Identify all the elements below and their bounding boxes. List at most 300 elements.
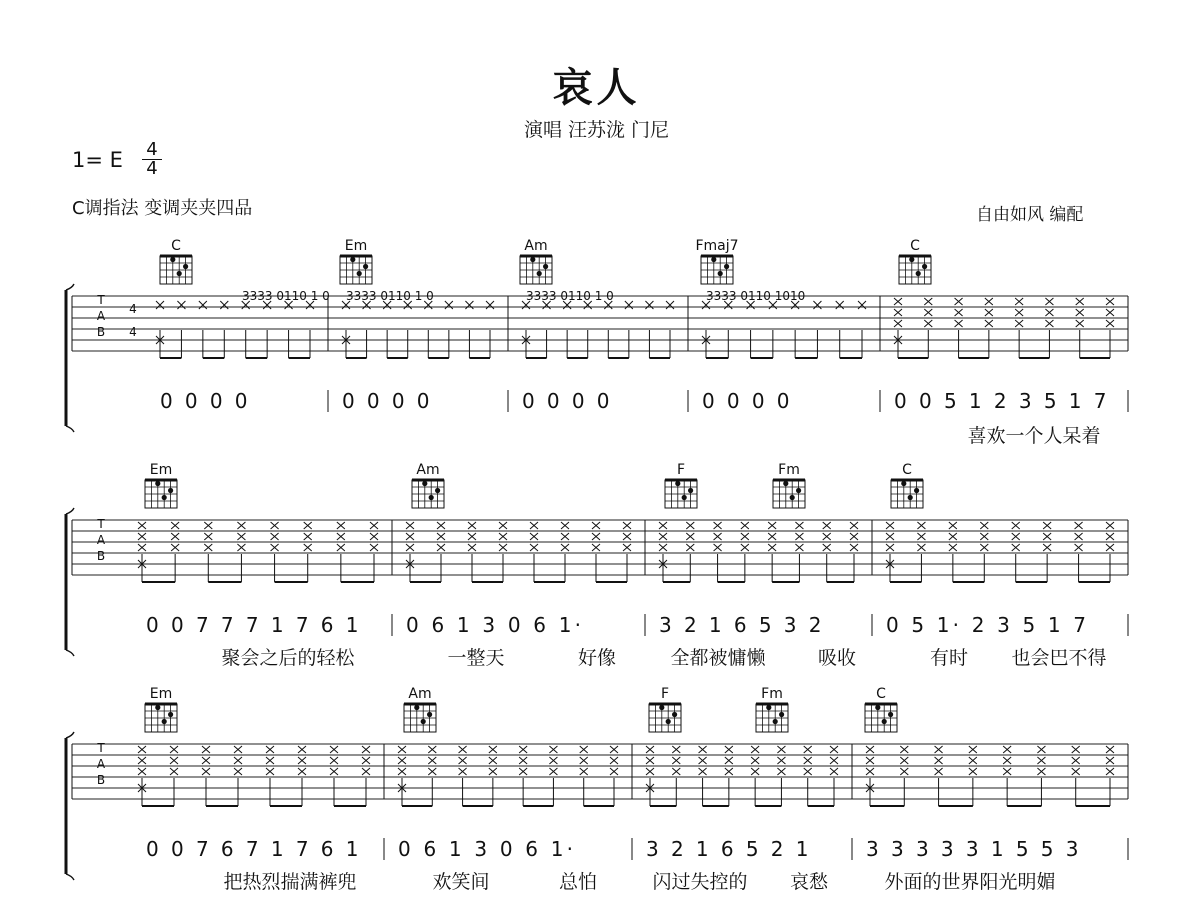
tab-x-mark bbox=[234, 757, 242, 764]
tab-x-mark bbox=[955, 309, 963, 316]
tab-clef-letter: B bbox=[96, 773, 106, 787]
chord-finger-dot bbox=[666, 719, 671, 724]
tab-x-mark bbox=[623, 522, 631, 529]
tab-x-mark bbox=[202, 757, 210, 764]
tab-x-mark bbox=[237, 533, 245, 540]
chord-finger-dot bbox=[796, 488, 801, 493]
chord-finger-dot bbox=[688, 488, 693, 493]
tab-x-mark bbox=[1045, 309, 1053, 316]
tab-x-mark bbox=[949, 544, 957, 551]
tab-x-mark bbox=[330, 768, 338, 775]
tab-x-mark bbox=[866, 746, 874, 753]
tab-x-mark bbox=[924, 320, 932, 327]
tab-x-mark bbox=[1106, 522, 1114, 529]
tab-x-mark bbox=[468, 544, 476, 551]
tab-x-mark bbox=[138, 768, 146, 775]
song-title: 哀人 bbox=[552, 65, 641, 111]
chord-finger-dot bbox=[350, 257, 355, 262]
tab-x-mark bbox=[672, 768, 680, 775]
tab-x-mark bbox=[768, 533, 776, 540]
lyric-phrase: 把热烈揣满裤兜 bbox=[223, 871, 357, 893]
tab-x-mark bbox=[985, 298, 993, 305]
jianpu-bar: 0 5 1· 2 3 5 1 7 bbox=[886, 613, 1086, 637]
tab-x-mark bbox=[935, 746, 943, 753]
tab-x-mark bbox=[795, 544, 803, 551]
tab-x-mark bbox=[1106, 757, 1114, 764]
tab-x-mark bbox=[519, 757, 527, 764]
tab-x-mark bbox=[398, 768, 406, 775]
tab-x-mark bbox=[298, 757, 306, 764]
tab-x-mark bbox=[777, 757, 785, 764]
chord-finger-dot bbox=[711, 257, 716, 262]
tab-x-mark bbox=[170, 768, 178, 775]
chord-finger-dot bbox=[908, 495, 913, 500]
chord-name: Fm bbox=[761, 686, 783, 702]
tab-x-mark bbox=[204, 522, 212, 529]
chord-finger-dot bbox=[882, 719, 887, 724]
chord-finger-dot bbox=[659, 705, 664, 710]
tab-x-mark bbox=[549, 768, 557, 775]
key-signature: 1= E bbox=[72, 148, 123, 172]
tab-clef-letter: T bbox=[97, 741, 105, 755]
chord-name: Fmaj7 bbox=[695, 238, 739, 254]
jianpu-bar: 0 6 1 3 0 6 1· bbox=[406, 613, 581, 637]
jianpu-bar: 0 0 7 6 7 1 7 6 1 bbox=[146, 837, 359, 861]
chord-finger-dot bbox=[790, 495, 795, 500]
jianpu-bar: 3 2 1 6 5 3 2 bbox=[659, 613, 822, 637]
tab-clef-letter: T bbox=[97, 293, 105, 307]
tab-x-mark bbox=[1072, 757, 1080, 764]
jianpu-bar: 0 0 5 1 2 3 5 1 7 bbox=[894, 389, 1107, 413]
chord-finger-dot bbox=[916, 271, 921, 276]
tab-x-mark bbox=[646, 757, 654, 764]
tab-x-mark bbox=[489, 746, 497, 753]
tab-fret-numbers: 3333 0110 1 0 bbox=[346, 289, 434, 303]
tab-x-mark bbox=[271, 533, 279, 540]
tab-x-mark bbox=[486, 301, 494, 309]
tab-x-mark bbox=[1043, 544, 1051, 551]
tab-x-mark bbox=[1043, 522, 1051, 529]
chord-finger-dot bbox=[773, 719, 778, 724]
tab-x-mark bbox=[398, 757, 406, 764]
tab-x-mark bbox=[468, 533, 476, 540]
chord-name: Am bbox=[524, 238, 548, 254]
tab-x-mark bbox=[1106, 544, 1114, 551]
chord-finger-dot bbox=[718, 271, 723, 276]
tab-x-mark bbox=[850, 522, 858, 529]
tab-x-mark bbox=[610, 746, 618, 753]
tab-x-mark bbox=[741, 544, 749, 551]
jianpu-bar: 0 0 7 7 7 1 7 6 1 bbox=[146, 613, 359, 637]
tab-x-mark bbox=[823, 522, 831, 529]
tab-x-mark bbox=[725, 757, 733, 764]
jianpu-bar: 0 0 0 0 bbox=[160, 389, 248, 413]
tab-x-mark bbox=[917, 544, 925, 551]
chord-finger-dot bbox=[530, 257, 535, 262]
chord-name: C bbox=[171, 238, 181, 254]
chord-finger-dot bbox=[766, 705, 771, 710]
tab-x-mark bbox=[659, 522, 667, 529]
tab-x-mark bbox=[1015, 309, 1023, 316]
tab-x-mark bbox=[445, 301, 453, 309]
chord-finger-dot bbox=[779, 712, 784, 717]
tab-x-mark bbox=[924, 309, 932, 316]
lyric-phrase: 闪过失控的 bbox=[652, 871, 748, 893]
tab-x-mark bbox=[699, 746, 707, 753]
tab-x-mark bbox=[768, 522, 776, 529]
tab-x-mark bbox=[592, 533, 600, 540]
tab-x-mark bbox=[266, 746, 274, 753]
chord-finger-dot bbox=[435, 488, 440, 493]
chord-name: C bbox=[910, 238, 920, 254]
chord-name: C bbox=[902, 462, 912, 478]
tab-x-mark bbox=[830, 757, 838, 764]
lyric-phrase: 聚会之后的轻松 bbox=[221, 647, 355, 669]
tab-x-mark bbox=[1076, 320, 1084, 327]
tab-x-mark bbox=[1037, 757, 1045, 764]
tab-x-mark bbox=[204, 533, 212, 540]
tab-x-mark bbox=[777, 746, 785, 753]
tab-x-mark bbox=[935, 757, 943, 764]
tab-x-mark bbox=[398, 746, 406, 753]
tab-x-mark bbox=[370, 533, 378, 540]
lyric-phrase: 总怕 bbox=[558, 871, 598, 893]
chord-finger-dot bbox=[875, 705, 880, 710]
lyric-phrase: 好像 bbox=[577, 647, 617, 669]
tab-x-mark bbox=[330, 757, 338, 764]
tab-x-mark bbox=[138, 522, 146, 529]
tab-x-mark bbox=[561, 544, 569, 551]
tab-x-mark bbox=[170, 757, 178, 764]
tab-x-mark bbox=[220, 301, 228, 309]
tab-x-mark bbox=[955, 320, 963, 327]
tab-x-mark bbox=[1072, 746, 1080, 753]
tab-x-mark bbox=[751, 768, 759, 775]
tab-x-mark bbox=[237, 544, 245, 551]
tab-x-mark bbox=[894, 309, 902, 316]
tab-x-mark bbox=[304, 522, 312, 529]
tab-x-mark bbox=[646, 746, 654, 753]
tab-x-mark bbox=[489, 757, 497, 764]
chord-finger-dot bbox=[183, 264, 188, 269]
tab-x-mark bbox=[917, 533, 925, 540]
chord-finger-dot bbox=[414, 705, 419, 710]
chord-finger-dot bbox=[177, 271, 182, 276]
tab-x-mark bbox=[370, 544, 378, 551]
tab-clef-letter: B bbox=[96, 549, 106, 563]
jianpu-bar: 0 6 1 3 0 6 1· bbox=[398, 837, 573, 861]
tab-x-mark bbox=[138, 757, 146, 764]
tab-x-mark bbox=[459, 757, 467, 764]
tab-x-mark bbox=[406, 544, 414, 551]
tab-x-mark bbox=[1015, 298, 1023, 305]
tab-x-mark bbox=[1106, 768, 1114, 775]
tab-x-mark bbox=[1076, 309, 1084, 316]
tab-x-mark bbox=[519, 746, 527, 753]
tab-x-mark bbox=[645, 301, 653, 309]
chord-finger-dot bbox=[682, 495, 687, 500]
chord-name: Em bbox=[344, 238, 368, 254]
tab-clef-letter: A bbox=[96, 757, 106, 771]
tab-x-mark bbox=[428, 757, 436, 764]
tab-x-mark bbox=[659, 533, 667, 540]
tab-x-mark bbox=[610, 768, 618, 775]
tab-x-mark bbox=[699, 768, 707, 775]
jianpu-bar: 3 3 3 3 3 1 5 5 3 bbox=[866, 837, 1079, 861]
chord-name: F bbox=[660, 686, 670, 702]
tab-x-mark bbox=[337, 544, 345, 551]
tab-x-mark bbox=[266, 768, 274, 775]
song-singers: 演唱 汪苏泷 门尼 bbox=[523, 119, 670, 141]
tab-x-mark bbox=[459, 746, 467, 753]
tab-x-mark bbox=[234, 746, 242, 753]
chord-finger-dot bbox=[783, 481, 788, 486]
lyric-phrase: 哀愁 bbox=[789, 871, 829, 893]
tab-x-mark bbox=[725, 768, 733, 775]
tab-x-mark bbox=[138, 533, 146, 540]
chord-finger-dot bbox=[155, 481, 160, 486]
tab-x-mark bbox=[437, 522, 445, 529]
chord-finger-dot bbox=[422, 481, 427, 486]
tab-x-mark bbox=[714, 533, 722, 540]
chord-name: Am bbox=[408, 686, 432, 702]
tab-x-mark bbox=[337, 533, 345, 540]
tab-x-mark bbox=[199, 301, 207, 309]
tab-x-mark bbox=[830, 768, 838, 775]
capo-instruction: C调指法 变调夹夹四品 bbox=[72, 198, 253, 219]
tab-x-mark bbox=[499, 544, 507, 551]
chord-name: Fm bbox=[778, 462, 800, 478]
tab-x-mark bbox=[170, 746, 178, 753]
chord-finger-dot bbox=[888, 712, 893, 717]
tab-x-mark bbox=[858, 301, 866, 309]
tab-x-mark bbox=[330, 746, 338, 753]
chord-finger-dot bbox=[537, 271, 542, 276]
lyric-phrase: 全都被慵懒 bbox=[670, 647, 766, 669]
tab-x-mark bbox=[741, 533, 749, 540]
tab-x-mark bbox=[266, 757, 274, 764]
tab-x-mark bbox=[1045, 320, 1053, 327]
jianpu-bar: 0 0 0 0 bbox=[522, 389, 610, 413]
lyric-phrase: 也会巴不得 bbox=[1011, 647, 1107, 669]
chord-name: C bbox=[876, 686, 886, 702]
tab-x-mark bbox=[1043, 533, 1051, 540]
tab-x-mark bbox=[1037, 746, 1045, 753]
tab-x-mark bbox=[714, 544, 722, 551]
tab-x-mark bbox=[437, 533, 445, 540]
chord-name: Em bbox=[149, 686, 173, 702]
tab-x-mark bbox=[592, 522, 600, 529]
tab-x-mark bbox=[850, 533, 858, 540]
tab-x-mark bbox=[499, 522, 507, 529]
tab-fret-numbers: 3333 0110 1 0 bbox=[242, 289, 330, 303]
tab-time-bottom: 4 bbox=[129, 325, 137, 339]
time-signature-top: 4 bbox=[142, 141, 162, 160]
chord-finger-dot bbox=[168, 488, 173, 493]
tab-x-mark bbox=[1003, 757, 1011, 764]
tab-x-mark bbox=[804, 768, 812, 775]
tab-x-mark bbox=[741, 522, 749, 529]
tab-x-mark bbox=[900, 768, 908, 775]
chord-finger-dot bbox=[672, 712, 677, 717]
tab-x-mark bbox=[171, 533, 179, 540]
tab-x-mark bbox=[1003, 746, 1011, 753]
tab-x-mark bbox=[362, 746, 370, 753]
tab-x-mark bbox=[699, 757, 707, 764]
tab-x-mark bbox=[304, 544, 312, 551]
tab-x-mark bbox=[1106, 746, 1114, 753]
lyric-phrase: 吸收 bbox=[817, 647, 857, 669]
tab-x-mark bbox=[886, 544, 894, 551]
tab-x-mark bbox=[836, 301, 844, 309]
tab-x-mark bbox=[795, 533, 803, 540]
tab-x-mark bbox=[1076, 298, 1084, 305]
tab-x-mark bbox=[202, 746, 210, 753]
tab-x-mark bbox=[561, 533, 569, 540]
tab-x-mark bbox=[659, 544, 667, 551]
tab-clef-letter: T bbox=[97, 517, 105, 531]
chord-name: Em bbox=[149, 462, 173, 478]
tab-x-mark bbox=[437, 544, 445, 551]
tab-x-mark bbox=[271, 544, 279, 551]
time-signature-bottom: 4 bbox=[146, 158, 158, 179]
tab-x-mark bbox=[1072, 768, 1080, 775]
chord-finger-dot bbox=[724, 264, 729, 269]
tab-x-mark bbox=[406, 533, 414, 540]
tab-x-mark bbox=[686, 522, 694, 529]
tab-x-mark bbox=[955, 298, 963, 305]
chord-finger-dot bbox=[922, 264, 927, 269]
tab-x-mark bbox=[804, 757, 812, 764]
chord-finger-dot bbox=[901, 481, 906, 486]
tab-x-mark bbox=[714, 522, 722, 529]
tab-x-mark bbox=[530, 522, 538, 529]
tab-x-mark bbox=[924, 298, 932, 305]
tab-x-mark bbox=[949, 522, 957, 529]
lyric-phrase: 欢笑间 bbox=[432, 871, 490, 893]
lyric-phrase: 外面的世界阳光明媚 bbox=[884, 871, 1056, 893]
tab-x-mark bbox=[751, 757, 759, 764]
tab-x-mark bbox=[1075, 522, 1083, 529]
chord-finger-dot bbox=[421, 719, 426, 724]
tab-x-mark bbox=[177, 301, 185, 309]
tab-x-mark bbox=[646, 768, 654, 775]
tab-x-mark bbox=[751, 746, 759, 753]
tab-x-mark bbox=[580, 757, 588, 764]
tab-x-mark bbox=[406, 522, 414, 529]
tab-x-mark bbox=[549, 746, 557, 753]
chord-finger-dot bbox=[543, 264, 548, 269]
chord-name: Am bbox=[416, 462, 440, 478]
tab-x-mark bbox=[1106, 309, 1114, 316]
tab-x-mark bbox=[428, 746, 436, 753]
tab-x-mark bbox=[549, 757, 557, 764]
tab-x-mark bbox=[969, 768, 977, 775]
tab-clef-letter: A bbox=[96, 533, 106, 547]
chord-name: F bbox=[676, 462, 686, 478]
jianpu-bar: 3 2 1 6 5 2 1 bbox=[646, 837, 809, 861]
tab-x-mark bbox=[465, 301, 473, 309]
tab-x-mark bbox=[204, 544, 212, 551]
chord-finger-dot bbox=[162, 495, 167, 500]
tab-x-mark bbox=[1075, 533, 1083, 540]
chord-finger-dot bbox=[168, 712, 173, 717]
tab-x-mark bbox=[900, 757, 908, 764]
tab-x-mark bbox=[1012, 544, 1020, 551]
tab-x-mark bbox=[804, 746, 812, 753]
tab-x-mark bbox=[949, 533, 957, 540]
chord-finger-dot bbox=[675, 481, 680, 486]
tab-x-mark bbox=[499, 533, 507, 540]
tab-x-mark bbox=[917, 522, 925, 529]
tab-x-mark bbox=[580, 768, 588, 775]
tab-x-mark bbox=[530, 533, 538, 540]
tab-x-mark bbox=[234, 768, 242, 775]
tab-x-mark bbox=[823, 533, 831, 540]
chord-finger-dot bbox=[170, 257, 175, 262]
tab-x-mark bbox=[900, 746, 908, 753]
tab-x-mark bbox=[850, 544, 858, 551]
tab-x-mark bbox=[304, 533, 312, 540]
tab-x-mark bbox=[1015, 320, 1023, 327]
tab-x-mark bbox=[830, 746, 838, 753]
tab-x-mark bbox=[866, 768, 874, 775]
tab-x-mark bbox=[1106, 320, 1114, 327]
tab-x-mark bbox=[686, 533, 694, 540]
lyric-phrase: 有时 bbox=[929, 647, 969, 669]
tab-x-mark bbox=[362, 757, 370, 764]
tab-x-mark bbox=[985, 309, 993, 316]
chord-finger-dot bbox=[363, 264, 368, 269]
tab-x-mark bbox=[886, 533, 894, 540]
tab-x-mark bbox=[489, 768, 497, 775]
tab-clef-letter: B bbox=[96, 325, 106, 339]
tab-x-mark bbox=[468, 522, 476, 529]
tab-x-mark bbox=[1012, 533, 1020, 540]
tab-x-mark bbox=[592, 544, 600, 551]
tab-x-mark bbox=[980, 522, 988, 529]
tab-x-mark bbox=[1012, 522, 1020, 529]
tab-x-mark bbox=[894, 298, 902, 305]
tab-x-mark bbox=[171, 544, 179, 551]
tab-x-mark bbox=[725, 746, 733, 753]
tab-x-mark bbox=[271, 522, 279, 529]
tab-x-mark bbox=[672, 746, 680, 753]
tab-x-mark bbox=[666, 301, 674, 309]
tab-x-mark bbox=[623, 533, 631, 540]
chord-finger-dot bbox=[162, 719, 167, 724]
tab-x-mark bbox=[795, 522, 803, 529]
tab-x-mark bbox=[969, 746, 977, 753]
chord-finger-dot bbox=[357, 271, 362, 276]
tab-x-mark bbox=[980, 544, 988, 551]
tab-x-mark bbox=[672, 757, 680, 764]
tab-x-mark bbox=[1075, 544, 1083, 551]
tab-x-mark bbox=[138, 746, 146, 753]
lyric-line: 喜欢一个人呆着 bbox=[967, 425, 1101, 447]
tab-x-mark bbox=[610, 757, 618, 764]
chord-finger-dot bbox=[155, 705, 160, 710]
tab-x-mark bbox=[1106, 298, 1114, 305]
tab-x-mark bbox=[777, 768, 785, 775]
tab-x-mark bbox=[202, 768, 210, 775]
chord-finger-dot bbox=[427, 712, 432, 717]
tab-x-mark bbox=[1037, 768, 1045, 775]
tab-x-mark bbox=[138, 544, 146, 551]
tab-x-mark bbox=[985, 320, 993, 327]
tab-x-mark bbox=[530, 544, 538, 551]
tab-x-mark bbox=[894, 320, 902, 327]
